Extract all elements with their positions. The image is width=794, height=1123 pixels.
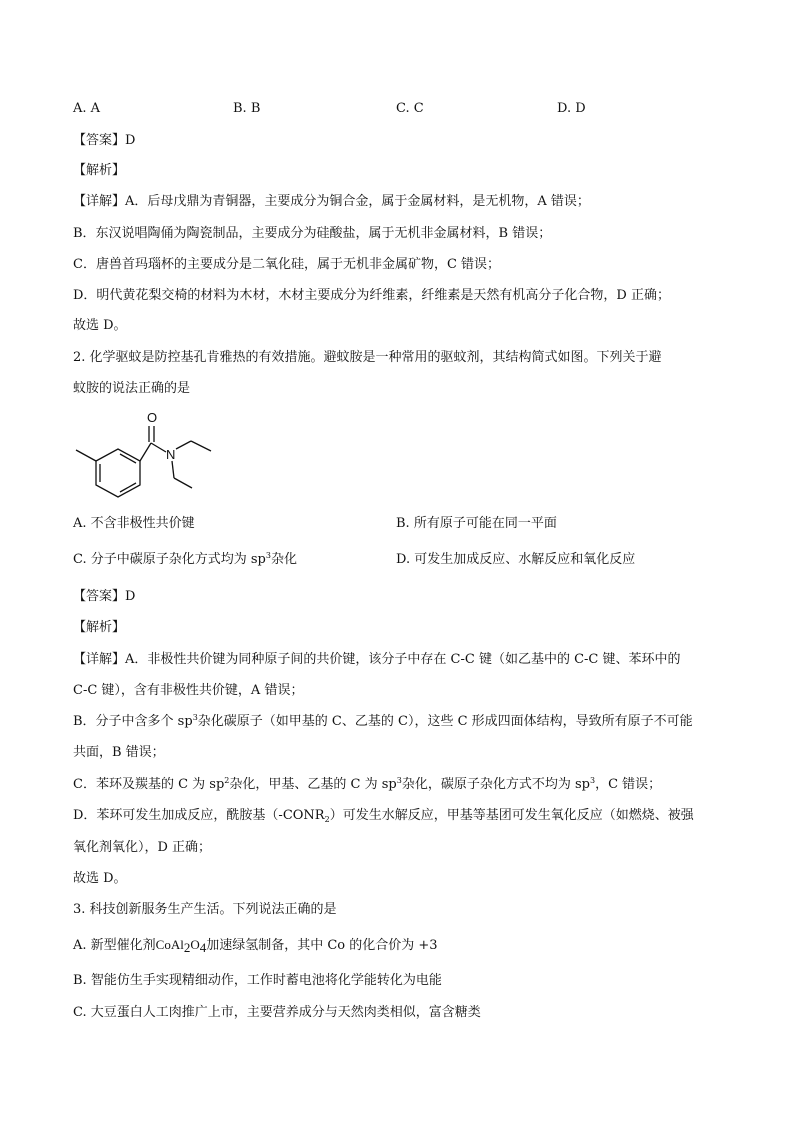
q1-option-c: C. C [396,101,424,116]
q1-detail-line: C．唐兽首玛瑙杯的主要成分是二氧化硅，属于无机非金属矿物，C 错误； [73,257,501,272]
q3-option-c: C. 大豆蛋白人工肉推广上市，主要营养成分与天然肉类相似，富含糖类 [73,1005,481,1020]
q1-detail-line: B．东汉说唱陶俑为陶瓷制品，主要成分为硅酸盐，属于无机非金属材料，B 错误； [73,226,552,241]
q2-option-d: D. 可发生加成反应、水解反应和氧化反应 [396,552,636,567]
q2-detail-line: C．苯环及羰基的 C 为 $sp^2$杂化，甲基、乙基的 C 为 $sp^3$杂化，碳原子杂化方式不均为 $sp^3$，C 错误； [73,776,662,792]
q2-detail-line: D．苯环可发生加成反应，酰胺基$(-CONR_2)$可发生水解反应，甲基等基团可发生氧化反应（如燃烧、被强 [73,808,694,824]
q2-option-b: B. 所有原子可能在同一平面 [396,516,557,531]
q2-option-c: C. 分子中碳原子杂化方式均为 $sp^3$杂化 [73,551,297,567]
deet-structure-diagram [66,408,226,498]
q3-option-a: A. 新型催化剂$CoAl_2O_4$加速绿氢制备，其中 Co 的化合价为 +3 [73,937,438,955]
q2-detail-line: B．分子中含多个 $sp^3$杂化碳原子（如甲基的 C、乙基的 C），这些 C 形成四面体结构，导致所有原子不可能 [73,713,693,729]
q2-option-a: A. 不含非极性共价键 [73,516,195,531]
q1-option-a: A. A [73,101,101,116]
q2-detail-line: C-C 键），含有非极性共价键，A 错误； [73,683,304,698]
q2-stem-line: 蚊胺的说法正确的是 [73,381,191,396]
q2-analysis-label: 【解析】 [73,620,126,635]
q2-answer: 【答案】D [73,589,136,604]
q2-detail-line: 共面，B 错误； [73,745,165,760]
q1-option-d: D. D [557,101,586,116]
q1-answer: 【答案】D [73,133,136,148]
oxygen-atom-label: O [147,410,158,425]
q3-stem: 3. 科技创新服务生产生活。下列说法正确的是 [73,902,337,917]
q2-stem-line: 2. 化学驱蚊是防控基孔肯雅热的有效措施。避蚊胺是一种常用的驱蚊剂，其结构简式如图。下列关于避 [73,350,662,365]
q1-conclusion: 故选 D。 [73,318,127,333]
q1-analysis-label: 【解析】 [73,163,126,178]
q1-detail-line: 【详解】A．后母戊鼎为青铜器，主要成分为铜合金，属于金属材料，是无机物，A 错误； [73,194,590,209]
q3-option-b: B. 智能仿生手实现精细动作，工作时蓄电池将化学能转化为电能 [73,973,442,988]
nitrogen-atom-label: N [166,447,176,462]
q1-detail-line: D．明代黄花梨交椅的材料为木材，木材主要成分为纤维素，纤维素是天然有机高分子化合物，D 正确； [73,288,670,303]
q1-option-b: B. B [233,101,261,116]
q2-detail-line: 氧化剂氧化），D 正确； [73,840,212,855]
q2-conclusion: 故选 D。 [73,871,127,886]
q2-detail-line: 【详解】A．非极性共价键为同种原子间的共价键，该分子中存在 C-C 键（如乙基中的 C-C 键、苯环中的 [73,652,681,667]
